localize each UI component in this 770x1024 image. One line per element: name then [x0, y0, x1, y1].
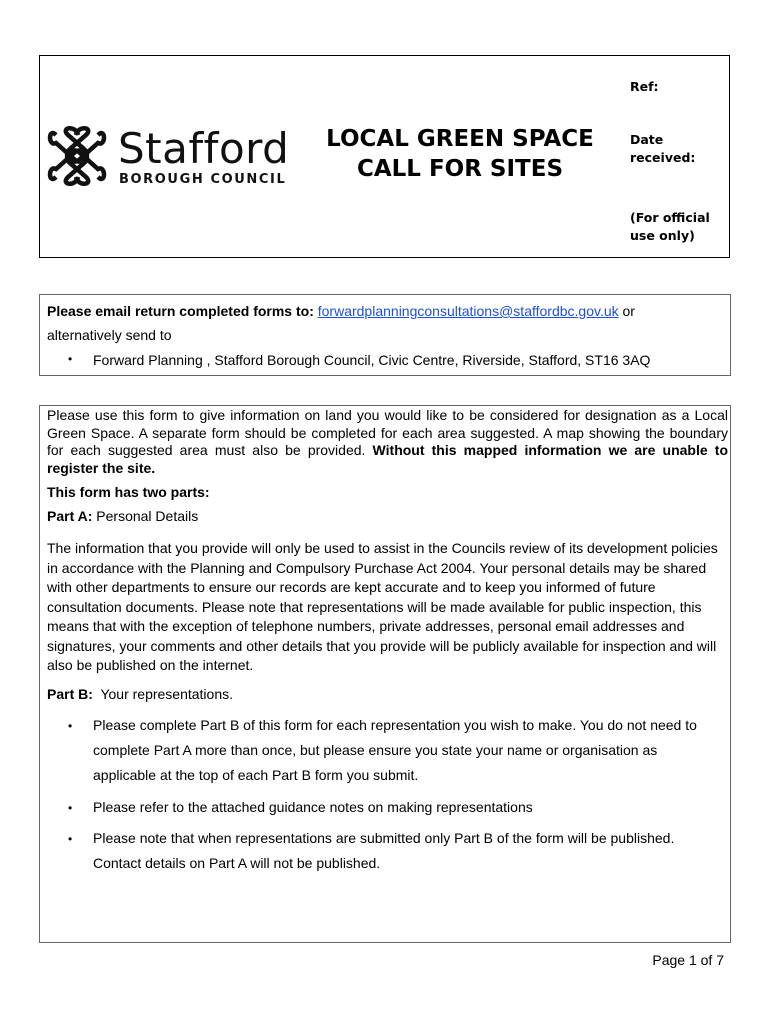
date-line-1: Date: [630, 132, 664, 147]
title-line-2: CALL FOR SITES: [356, 156, 564, 182]
intro-text: Please use this form to give information on land you would like to be considered for designation as a Local Green Space. A separate form should be completed for each area suggested. A map showing the boundary for each suggested area must also be provided.: [47, 407, 728, 458]
bullet-icon: •: [68, 719, 73, 733]
bullet-icon: •: [68, 352, 73, 366]
title-line-1: LOCAL GREEN SPACE: [326, 126, 594, 152]
or-text: or: [622, 303, 635, 319]
bullet-item: Please refer to the attached guidance notes on making representations: [93, 799, 533, 815]
part-a-label: Part A:: [47, 508, 93, 524]
page-number: Page 1 of 7: [652, 952, 724, 968]
part-b-heading: [47, 685, 233, 705]
official-line-2: use only): [630, 228, 695, 243]
part-b-text: Your representations.: [100, 686, 234, 702]
logo-subtitle: BOROUGH COUNCIL: [119, 172, 287, 187]
part-a-text: Personal Details: [96, 508, 199, 524]
intro-bold-text: Without this mapped information we are unable to register the site.: [47, 442, 728, 476]
bullet-item: Please note that when representations are submitted only Part B of the form will be published. Contact details on Part A will not be published.: [93, 830, 675, 871]
date-line-2: received:: [630, 150, 696, 165]
ref-label: Ref:: [630, 79, 659, 94]
two-parts-heading: This form has two parts:: [47, 484, 210, 500]
email-link[interactable]: forwardplanningconsultations@staffordbc.gov.uk: [317, 303, 619, 319]
bullet-item: Please complete Part B of this form for each representation you wish to make. You do not need to complete Part A more than once, but please ensure you state your name or organisation as applicable at the top of each Part B form you submit.: [93, 717, 697, 783]
postal-address: Forward Planning , Stafford Borough Council, Civic Centre, Riverside, Stafford, ST16 3AQ: [93, 352, 651, 368]
logo-name: Stafford: [118, 124, 290, 173]
page-title: [306, 124, 614, 184]
date-received-label: [630, 131, 695, 167]
bullet-icon: •: [68, 832, 73, 846]
bullet-icon: •: [68, 801, 73, 815]
part-b-label: Part B:: [47, 686, 93, 702]
official-line-1: (For official: [630, 210, 710, 225]
part-a-heading: [47, 507, 198, 527]
official-use-note: [630, 209, 710, 245]
privacy-paragraph: The information that you provide will only be used to assist in the Councils review of its development policies in accordance with the Planning and Compulsory Purchase Act 2004. Your personal details may be shared with other departments to ensure our records are kept accurate and to keep you informed of future consultation documents. Please note that representations will be made available for public inspection, this means that with the exception of telephone numbers, private addresses, personal email addresses and signatures, your comments and other details that you provide will be publicly available for inspection and will also be published on the internet.: [47, 540, 718, 673]
return-instruction: [47, 302, 635, 320]
alternative-text: alternatively send to: [47, 327, 172, 343]
intro-paragraph: [47, 407, 728, 477]
council-logo-icon: [46, 125, 108, 187]
return-lead: Please email return completed forms to:: [47, 303, 314, 319]
